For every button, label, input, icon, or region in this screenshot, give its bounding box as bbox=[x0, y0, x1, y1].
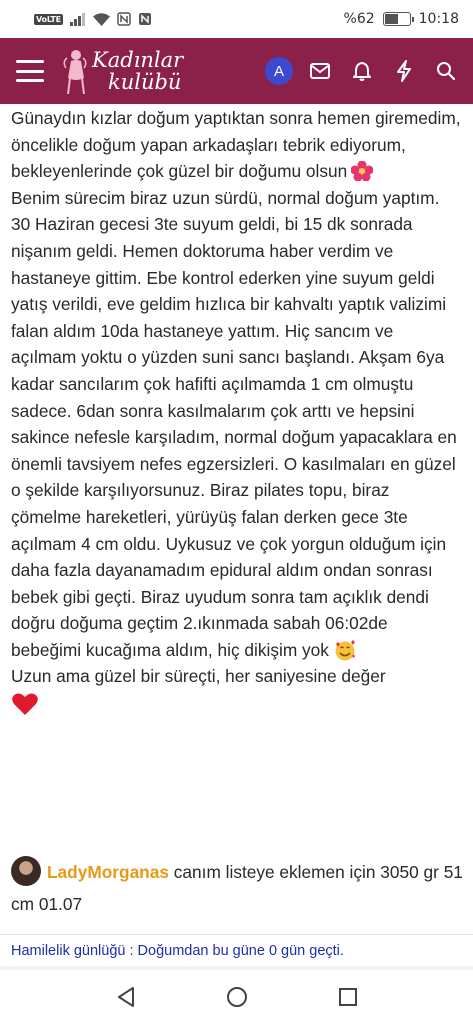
reply-user-avatar[interactable] bbox=[11, 856, 41, 886]
nfc-icon bbox=[117, 12, 131, 26]
logo-figure-icon bbox=[62, 46, 88, 96]
smiling-face-with-hearts-emoji bbox=[333, 639, 357, 661]
post-paragraph-1 bbox=[11, 105, 462, 185]
thread-content bbox=[0, 104, 473, 964]
reply-item bbox=[11, 856, 463, 920]
post-body bbox=[11, 105, 462, 716]
volte-badge: VoLTE bbox=[36, 14, 61, 24]
mail-icon[interactable] bbox=[305, 56, 335, 86]
signature bbox=[0, 934, 473, 966]
signature-text: Hamilelik günlüğü : Doğumdan bu güne 0 gün geçti. bbox=[11, 943, 344, 959]
status-right bbox=[344, 11, 459, 27]
reply-username[interactable]: LadyMorganas bbox=[47, 862, 169, 882]
system-nav-bar bbox=[0, 970, 473, 1024]
post-paragraph-2 bbox=[11, 185, 462, 664]
lightning-icon[interactable] bbox=[389, 56, 419, 86]
wifi-icon bbox=[93, 13, 110, 26]
post-paragraph-3-text: Uzun ama güzel bir süreçti, her saniyesine değer bbox=[11, 666, 386, 687]
signal-icon bbox=[70, 13, 86, 26]
hibiscus-emoji bbox=[351, 161, 373, 181]
menu-icon[interactable] bbox=[16, 60, 44, 82]
bell-icon[interactable] bbox=[347, 56, 377, 86]
recents-icon[interactable] bbox=[328, 977, 368, 1017]
header-actions bbox=[265, 56, 461, 86]
user-avatar[interactable]: A bbox=[265, 57, 293, 85]
logo-line2: kulübü bbox=[108, 70, 182, 94]
post-paragraph-1-text: Günaydın kızlar doğum yaptıktan sonra hemen giremedim, öncelikle doğum yapan arkadaşları tebrik ediyorum, bekleyenlerinde çok güzel bir doğumu olsun bbox=[11, 108, 461, 182]
back-icon[interactable] bbox=[106, 977, 146, 1017]
home-icon[interactable] bbox=[217, 977, 257, 1017]
logo-text bbox=[92, 49, 183, 93]
post-paragraph-2-text: Benim sürecim biraz uzun sürdü, normal doğum yaptım. 30 Haziran gecesi 3te suyum geldi, bi 15 dk sonrada nişanım geldi. Hemen doktoruma haber verdim ve hastaneye gittim. Ebe kontrol ederken yine suyum geldi yatış verildi, eve geldim hızlıca bir kahvaltı yaptık valizimi falan aldım 10da hastaneye yattım. Hiç sancım ve açılmam yoktu o yüzden suni sancı başlandı. Akşam 6ya kadar sancılarım çok hafifti açılmamda 1 cm olmuştu sadece. 6dan sonra kasılmalarım çok arttı ve hepsini sakince nefesle karşıladım, normal doğum yapacaklara en önemli tavsiyem nefes egzersizleri. O kasılmaları en güzel o şekilde karşılıyorsunuz. Biraz pilates topu, biraz çömelme hareketleri, yürüyüş falan derken gece 3te açılmam 4 cm oldu. Uykusuz ve çok yorgun olduğum için daha fazla dayanamadım epidural aldım ondan sonrası bebek gibi geçti. Biraz uyudum sonra tam açıklık dendi doğru doğuma geçtim 2.ıkınmada sabah 06:02de bebeğimi kucağıma aldım, hiç dikişim yok bbox=[11, 187, 457, 660]
status-left bbox=[34, 12, 152, 26]
search-icon[interactable] bbox=[431, 56, 461, 86]
site-logo[interactable] bbox=[62, 43, 183, 99]
red-heart-emoji bbox=[11, 692, 39, 716]
post-paragraph-3 bbox=[11, 663, 462, 690]
battery-percentage: %62 bbox=[343, 11, 375, 27]
app-notification-icon bbox=[138, 12, 152, 26]
clock: 10:18 bbox=[418, 11, 459, 27]
battery-icon bbox=[383, 12, 411, 26]
logo-line1: Kadınlar bbox=[92, 48, 184, 72]
reply-text: canım listeye eklemen için 3050 gr 51 cm 01.07 bbox=[11, 862, 463, 914]
status-bar bbox=[0, 0, 473, 38]
app-header bbox=[0, 38, 473, 104]
